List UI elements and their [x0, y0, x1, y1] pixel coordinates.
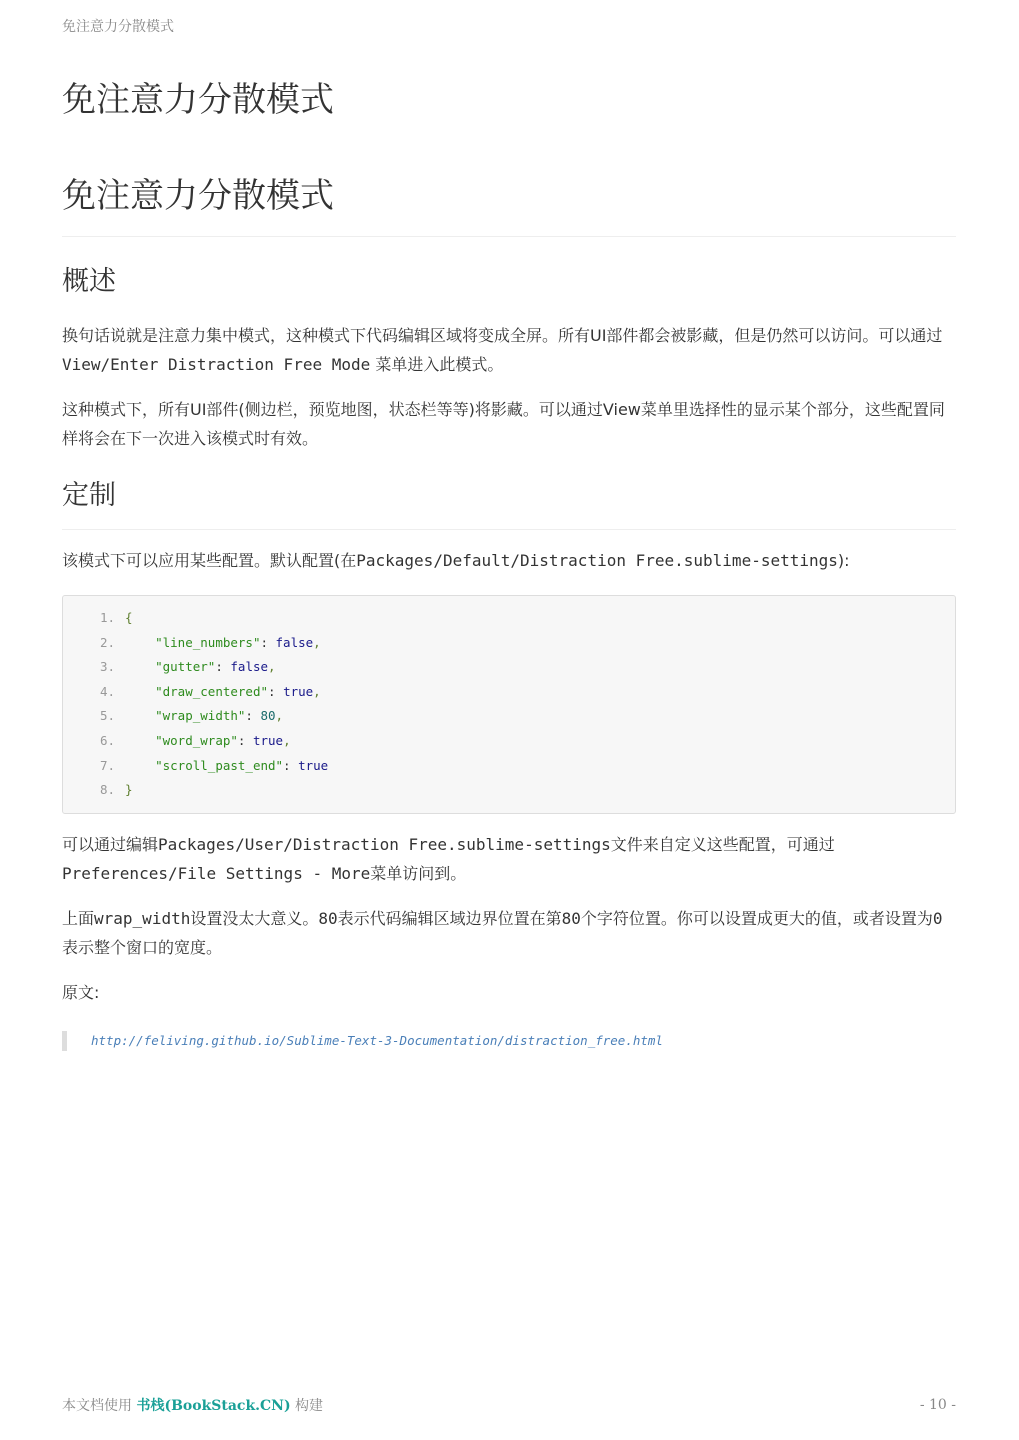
code-text: "scroll_past_end": true	[155, 757, 329, 773]
code-text: "gutter": false,	[155, 659, 276, 675]
line-number: 1.	[99, 610, 115, 625]
code-text: }	[125, 782, 133, 798]
section-title: 免注意力分散模式	[62, 168, 956, 237]
code-block	[62, 595, 956, 814]
code-text: "word_wrap": true,	[155, 732, 291, 748]
custom-paragraph-1: 该模式下可以应用某些配置。默认配置(在Packages/Default/Distraction Free.sublime-settings):	[62, 551, 850, 570]
code-text: {	[125, 610, 133, 625]
line-number: 2.	[99, 634, 115, 650]
code-line	[63, 655, 955, 680]
code-line	[63, 754, 955, 779]
inline-code: 80	[318, 908, 338, 928]
code-text: "line_numbers": false,	[155, 634, 321, 650]
page-content	[62, 72, 956, 1051]
code-line	[63, 680, 955, 705]
source-blockquote	[62, 1031, 956, 1051]
overview-paragraph-1: 换句话说就是注意力集中模式，这种模式下代码编辑区域将变成全屏。所有UI部件都会被影藏，但是仍然可以访问。可以通过View/Enter Distraction Free Mode 菜单进入此模式。	[62, 326, 943, 374]
line-number: 7.	[99, 757, 115, 773]
code-line	[63, 729, 955, 754]
line-number: 6.	[99, 732, 115, 748]
line-number: 8.	[99, 782, 115, 798]
code-text: "draw_centered": true,	[155, 683, 321, 699]
code-line	[63, 704, 955, 729]
line-number: 3.	[99, 659, 115, 675]
document-title: 免注意力分散模式	[62, 80, 334, 120]
source-link[interactable]: http://feliving.github.io/Sublime-Text-3-Documentation/distraction_free.html	[91, 1032, 663, 1048]
running-header: 免注意力分散模式	[62, 19, 174, 35]
custom-heading: 定制	[62, 473, 956, 530]
code-line	[63, 631, 955, 656]
inline-code: Preferences/File Settings - More	[62, 863, 371, 883]
source-label: 原文:	[62, 982, 100, 1002]
overview-paragraph-2: 这种模式下，所有UI部件(侧边栏，预览地图，状态栏等等)将影藏。可以通过View菜单里选择性的显示某个部分，这些配置同样将会在下一次进入该模式时有效。	[62, 400, 945, 448]
line-number: 5.	[99, 708, 115, 724]
custom-paragraph-2: 可以通过编辑Packages/User/Distraction Free.sublime-settings文件来自定义这些配置，可通过 Preferences/File Settings - More菜单访问到。	[62, 834, 835, 883]
footer-credit: 本文档使用 书栈(BookStack.CN) 构建	[62, 1398, 324, 1414]
line-number: 4.	[99, 683, 115, 699]
inline-code: wrap_width	[94, 908, 191, 928]
inline-code: 80	[561, 908, 581, 928]
code-line	[63, 606, 955, 631]
custom-paragraph-3: 上面wrap_width设置没太大意义。80表示代码编辑区域边界位置在第80个字符位置。你可以设置成更大的值，或者设置为0表示整个窗口的宽度。	[62, 908, 943, 957]
code-line	[63, 778, 955, 803]
inline-code: Packages/User/Distraction Free.sublime-settings	[158, 834, 611, 854]
inline-code: View/Enter Distraction Free Mode	[62, 355, 371, 374]
code-text: "wrap_width": 80,	[155, 708, 284, 724]
inline-code: 0	[932, 908, 943, 928]
page-number: - 10 -	[919, 1397, 956, 1413]
overview-heading: 概述	[62, 266, 116, 297]
inline-code: Packages/Default/Distraction Free.sublime-settings	[356, 551, 838, 570]
footer-brand-link[interactable]: 书栈(BookStack.CN)	[136, 1398, 291, 1414]
